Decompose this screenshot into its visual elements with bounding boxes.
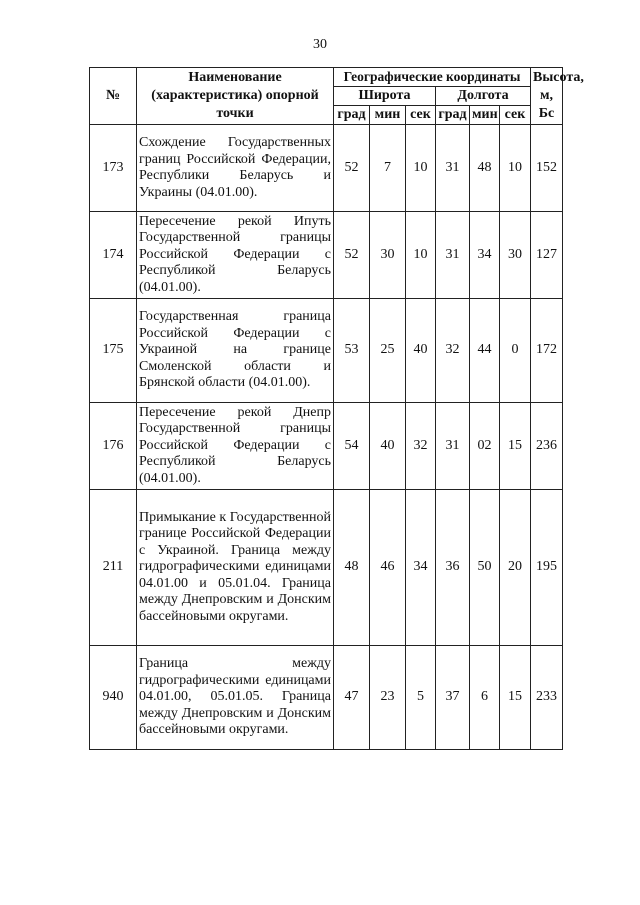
table-row [90, 490, 563, 646]
lat-sec: 10 [406, 125, 436, 212]
header-lon-deg: град [436, 106, 470, 125]
row-name: Граница между гидрографическими единицами 04.01.00, 05.01.05. Граница между Днепровским и Донским бассейновыми округами. [137, 646, 334, 750]
lon-deg: 32 [436, 299, 470, 403]
lat-sec: 40 [406, 299, 436, 403]
header-lat-sec: сек [406, 106, 436, 125]
row-height: 172 [531, 299, 563, 403]
lat-min: 40 [370, 403, 406, 490]
row-height: 127 [531, 212, 563, 299]
lat-min: 30 [370, 212, 406, 299]
table-row [90, 125, 563, 212]
lat-sec: 32 [406, 403, 436, 490]
lat-deg: 47 [334, 646, 370, 750]
row-number: 175 [90, 299, 137, 403]
row-height: 195 [531, 490, 563, 646]
row-name: Пересечение рекой Ипуть Государственной границы Российской Федерации с Республикой Беларусь (04.01.00). [137, 212, 334, 299]
table-header [90, 68, 584, 125]
row-number: 211 [90, 490, 137, 646]
lat-min: 25 [370, 299, 406, 403]
lon-deg: 37 [436, 646, 470, 750]
row-height: 236 [531, 403, 563, 490]
row-name: Схождение Государственных границ Российской Федерации, Республики Беларусь и Украины (04.01.00). [137, 125, 334, 212]
lon-min: 6 [470, 646, 500, 750]
header-lat-deg: град [334, 106, 370, 125]
lat-deg: 54 [334, 403, 370, 490]
lat-deg: 52 [334, 212, 370, 299]
lon-sec: 0 [500, 299, 531, 403]
lat-sec: 10 [406, 212, 436, 299]
lon-min: 50 [470, 490, 500, 646]
row-number: 940 [90, 646, 137, 750]
lat-deg: 52 [334, 125, 370, 212]
row-number: 173 [90, 125, 137, 212]
lat-deg: 53 [334, 299, 370, 403]
lon-sec: 30 [500, 212, 531, 299]
header-longitude: Долгота [436, 87, 531, 106]
lat-deg: 48 [334, 490, 370, 646]
lat-min: 46 [370, 490, 406, 646]
lon-sec: 15 [500, 646, 531, 750]
lon-deg: 31 [436, 125, 470, 212]
lat-min: 7 [370, 125, 406, 212]
header-name: Наименование (характеристика) опорной точки [137, 68, 334, 125]
header-lat-min: мин [370, 106, 406, 125]
lon-min: 02 [470, 403, 500, 490]
header-number: № [90, 68, 137, 125]
lon-deg: 31 [436, 212, 470, 299]
lat-sec: 34 [406, 490, 436, 646]
header-latitude: Широта [334, 87, 436, 106]
header-coordinates: Географические координаты [334, 68, 531, 87]
row-height: 233 [531, 646, 563, 750]
row-name: Пересечение рекой Днепр Государственной границы Российской Федерации с Республикой Беларусь (04.01.00). [137, 403, 334, 490]
lon-min: 34 [470, 212, 500, 299]
table-row [90, 299, 563, 403]
lon-deg: 36 [436, 490, 470, 646]
lat-min: 23 [370, 646, 406, 750]
lon-deg: 31 [436, 403, 470, 490]
lon-min: 44 [470, 299, 500, 403]
table-body [90, 125, 563, 750]
row-name: Примыкание к Государственной границе Российской Федерации с Украиной. Граница между гидрографическими единицами 04.01.00 и 05.01.04. Граница между Днепровским и Донским бассейновыми округами. [137, 490, 334, 646]
page-number: 30 [313, 37, 327, 52]
lon-sec: 20 [500, 490, 531, 646]
lon-sec: 10 [500, 125, 531, 212]
coordinates-table [89, 67, 584, 750]
lon-min: 48 [470, 125, 500, 212]
row-number: 176 [90, 403, 137, 490]
header-height: Высота, м, Бс [531, 68, 563, 125]
lon-sec: 15 [500, 403, 531, 490]
row-name: Государственная граница Российской Федерации с Украиной на границе Смоленской области и Брянской области (04.01.00). [137, 299, 334, 403]
lat-sec: 5 [406, 646, 436, 750]
row-number: 174 [90, 212, 137, 299]
table-row [90, 403, 563, 490]
row-height: 152 [531, 125, 563, 212]
table-row [90, 212, 563, 299]
header-lon-sec: сек [500, 106, 531, 125]
table-row [90, 646, 563, 750]
header-lon-min: мин [470, 106, 500, 125]
